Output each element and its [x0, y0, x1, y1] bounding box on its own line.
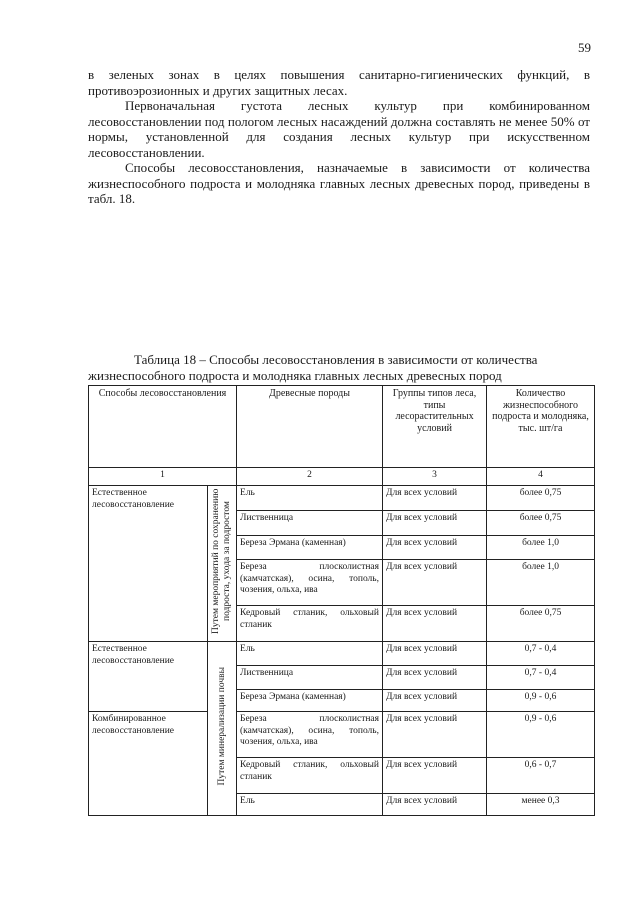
- method-natural-2: Естественное лесовосстановление: [89, 642, 208, 712]
- quantity-cell: 0,7 - 0,4: [487, 666, 595, 690]
- quantity-cell: 0,7 - 0,4: [487, 642, 595, 666]
- species-cell: Ель: [237, 642, 383, 666]
- column-number-4: 4: [487, 468, 595, 486]
- condition-cell: Для всех условий: [383, 486, 487, 511]
- measure-soil-mineralization: [208, 642, 237, 816]
- species-cell: Береза плосколистная (камчатская), осина, тополь, чозения, ольха, ива: [237, 560, 383, 606]
- reforestation-table: [88, 385, 595, 816]
- column-number-3: 3: [383, 468, 487, 486]
- table-caption-line-2: жизнеспособного подроста и молодняка главных лесных древесных пород: [88, 367, 502, 383]
- quantity-cell: более 0,75: [487, 606, 595, 642]
- method-natural-1: Естественное лесовосстановление: [89, 486, 208, 642]
- species-cell: Лиственница: [237, 666, 383, 690]
- table-caption: [88, 352, 596, 383]
- condition-cell: Для всех условий: [383, 536, 487, 560]
- condition-cell: Для всех условий: [383, 690, 487, 712]
- column-number-1: 1: [89, 468, 237, 486]
- paragraph-1: в зеленых зонах в целях повышения санитарно-гигиенических функций, в противоэрозионных и других защитных лесах.: [88, 67, 590, 98]
- body-text: [88, 67, 590, 207]
- species-cell: Береза Эрмана (каменная): [237, 690, 383, 712]
- table-row: [89, 486, 595, 511]
- header-groups: Группы типов леса, типы лесорастительных условий: [383, 386, 487, 468]
- condition-cell: Для всех условий: [383, 794, 487, 816]
- page-number: 59: [578, 40, 591, 55]
- table-row: [89, 712, 595, 758]
- measure-soil-mineralization-label: Путем минерализации почвы: [216, 667, 227, 786]
- condition-cell: Для всех условий: [383, 758, 487, 794]
- column-number-2: 2: [237, 468, 383, 486]
- header-species: Древесные породы: [237, 386, 383, 468]
- species-cell: Береза плосколистная (камчатская), осина, тополь, чозения, ольха, ива: [237, 712, 383, 758]
- quantity-cell: более 1,0: [487, 536, 595, 560]
- quantity-cell: более 0,75: [487, 511, 595, 536]
- quantity-cell: более 1,0: [487, 560, 595, 606]
- species-cell: Ель: [237, 486, 383, 511]
- species-cell: Лиственница: [237, 511, 383, 536]
- quantity-cell: 0,9 - 0,6: [487, 690, 595, 712]
- table-number-row: [89, 468, 595, 486]
- table-row: [89, 642, 595, 666]
- header-methods: Способы лесовосстановления: [89, 386, 237, 468]
- quantity-cell: 0,9 - 0,6: [487, 712, 595, 758]
- condition-cell: Для всех условий: [383, 606, 487, 642]
- species-cell: Кедровый стланик, ольховый стланик: [237, 606, 383, 642]
- quantity-cell: менее 0,3: [487, 794, 595, 816]
- paragraph-3: Способы лесовосстановления, назначаемые в зависимости от количества жизнеспособного подроста и молодняка главных лесных древесных пород, приведены в табл. 18.: [88, 160, 590, 206]
- measure-preservation: [208, 486, 237, 642]
- species-cell: Береза Эрмана (каменная): [237, 536, 383, 560]
- condition-cell: Для всех условий: [383, 560, 487, 606]
- table-caption-line-1: Таблица 18 – Способы лесовосстановления в зависимости от количества: [134, 352, 538, 367]
- header-quantity: Количество жизнеспособного подроста и молодняка, тыс. шт/га: [487, 386, 595, 468]
- condition-cell: Для всех условий: [383, 511, 487, 536]
- paragraph-2: Первоначальная густота лесных культур при комбинированном лесовосстановлении под пологом лесных насаждений должна составлять не менее 50% от нормы, установленной для создания лесных культур при искусственном лесовосстановлении.: [88, 98, 590, 160]
- measure-preservation-label: Путем мероприятий по сохранению подроста, ухода за подростом: [211, 488, 232, 634]
- condition-cell: Для всех условий: [383, 666, 487, 690]
- condition-cell: Для всех условий: [383, 712, 487, 758]
- condition-cell: Для всех условий: [383, 642, 487, 666]
- table-header-row: [89, 386, 595, 468]
- quantity-cell: 0,6 - 0,7: [487, 758, 595, 794]
- species-cell: Кедровый стланик, ольховый стланик: [237, 758, 383, 794]
- method-combined: Комбинированное лесовосстановление: [89, 712, 208, 816]
- species-cell: Ель: [237, 794, 383, 816]
- quantity-cell: более 0,75: [487, 486, 595, 511]
